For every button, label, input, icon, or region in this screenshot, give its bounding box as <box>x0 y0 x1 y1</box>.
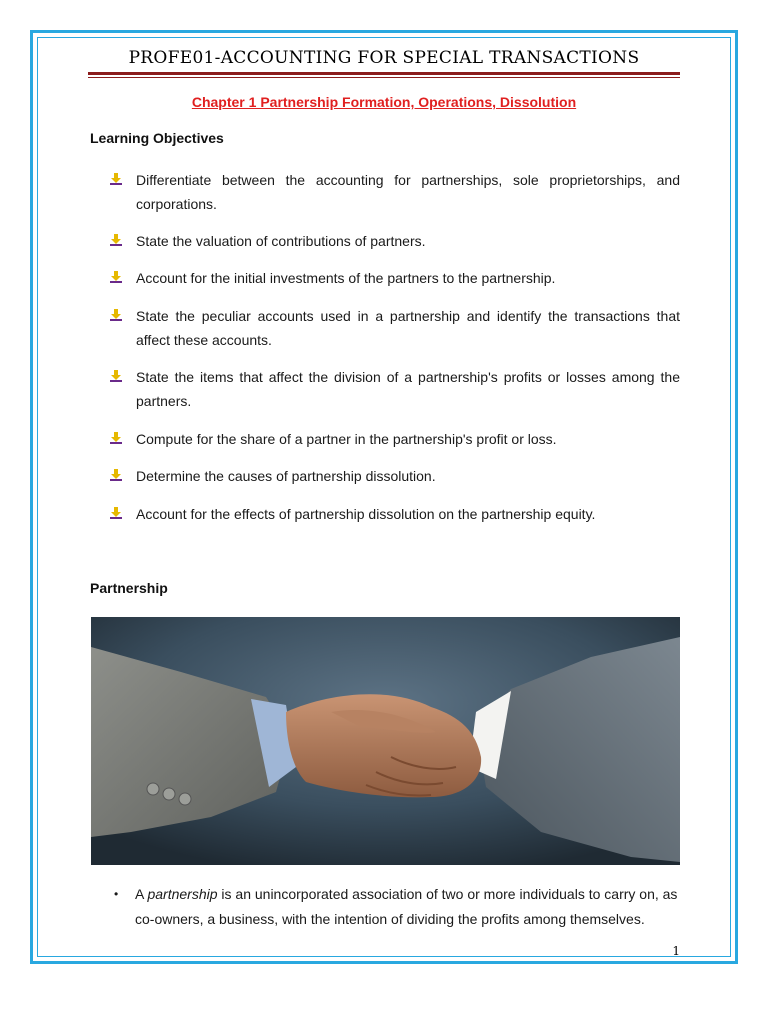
down-arrow-bullet-icon <box>110 234 122 246</box>
objective-text: Differentiate between the accounting for partnerships, sole proprietorships, and corporations. <box>136 172 680 212</box>
objective-text: Account for the initial investments of the partners to the partnership. <box>136 270 556 286</box>
list-item <box>110 304 680 352</box>
partnership-definition <box>114 882 680 932</box>
objective-text: State the peculiar accounts used in a partnership and identify the transactions that affect these accounts. <box>136 308 680 348</box>
list-item <box>110 229 680 253</box>
down-arrow-bullet-icon <box>110 507 122 519</box>
objective-text: Determine the causes of partnership dissolution. <box>136 468 436 484</box>
objective-text: Compute for the share of a partner in the partnership's profit or loss. <box>136 431 557 447</box>
header-rule-thin <box>88 77 680 78</box>
definition-lead: A <box>135 886 148 902</box>
partnership-heading: Partnership <box>90 580 168 596</box>
handshake-illustration <box>91 617 680 865</box>
objective-text: Account for the effects of partnership dissolution on the partnership equity. <box>136 506 596 522</box>
down-arrow-bullet-icon <box>110 271 122 283</box>
down-arrow-bullet-icon <box>110 309 122 321</box>
objective-text: State the valuation of contributions of partners. <box>136 233 426 249</box>
definition-body: is an unincorporated association of two or more individuals to carry on, as co-owners, a business, with the intention of dividing the profits among themselves. <box>135 886 678 927</box>
handshake-photo <box>91 617 680 865</box>
definition-text <box>135 882 680 932</box>
down-arrow-bullet-icon <box>110 469 122 481</box>
definition-term: partnership <box>147 886 218 902</box>
list-item <box>110 464 680 488</box>
page-number: 1 <box>672 944 680 958</box>
down-arrow-bullet-icon <box>110 370 122 382</box>
header-rule-thick <box>88 72 680 75</box>
list-item <box>110 365 680 413</box>
down-arrow-bullet-icon <box>110 173 122 185</box>
list-item <box>110 502 680 526</box>
list-item <box>110 168 680 216</box>
down-arrow-bullet-icon <box>110 432 122 444</box>
chapter-title: Chapter 1 Partnership Formation, Operations, Dissolution <box>191 94 577 110</box>
document-header-title: PROFE01-ACCOUNTING FOR SPECIAL TRANSACTIONS <box>128 48 640 68</box>
learning-objectives-heading: Learning Objectives <box>90 130 224 146</box>
list-item <box>110 266 680 290</box>
objective-text: State the items that affect the division of a partnership's profits or losses among the partners. <box>136 369 680 409</box>
list-item <box>110 427 680 451</box>
bullet-dot: • <box>114 887 119 901</box>
